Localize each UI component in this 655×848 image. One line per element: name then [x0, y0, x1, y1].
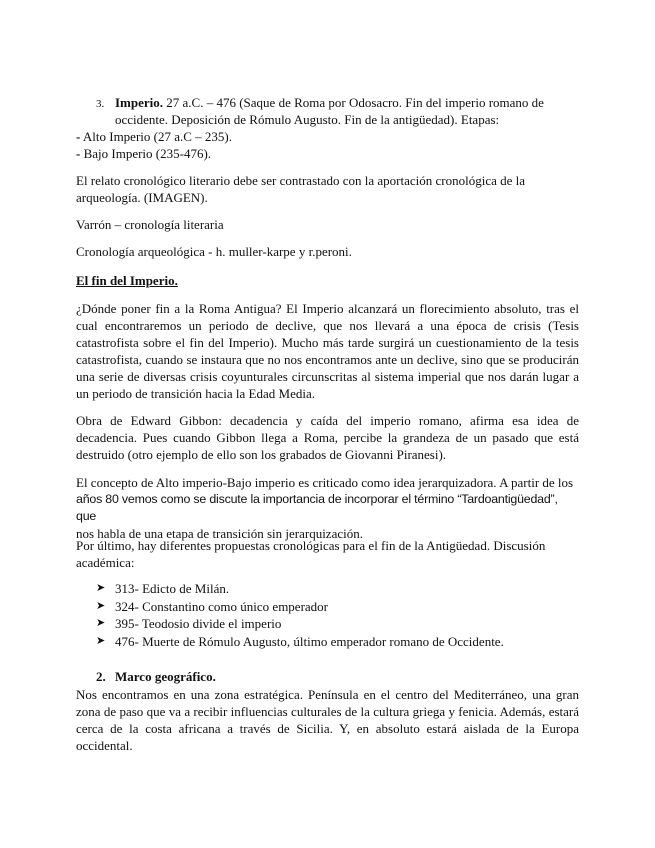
- arrow-bullet-icon: ➤: [96, 634, 106, 647]
- bullet-text: 395- Teodosio divide el imperio: [115, 616, 282, 631]
- bullet-text: 476- Muerte de Rómulo Augusto, último emperador romano de Occidente.: [115, 633, 504, 649]
- stages-list: [76, 128, 579, 162]
- heading-title: Marco geográfico.: [115, 669, 216, 684]
- alto-imperio: Alto Imperio (27 a.C – 235).: [80, 129, 232, 144]
- text-line: Por último, hay diferentes propuestas cronológicas para el fin de la Antigüedad. Discusión: [76, 538, 546, 553]
- text-line: arqueología. (IMAGEN).: [76, 190, 208, 205]
- text-line: nos habla de una etapa de transición sin jerarquización.: [76, 526, 363, 541]
- text-line: académica:: [76, 555, 135, 570]
- bullet-text: 313- Edicto de Milán.: [115, 581, 230, 596]
- arrow-bullet-icon: ➤: [96, 599, 106, 612]
- imperio-title: Imperio.: [115, 95, 164, 110]
- alto-bajo-paragraph: [76, 474, 579, 542]
- list-item: [96, 580, 556, 598]
- text-line: El relato cronológico literario debe ser contrastado con la aportación cronológica de la: [76, 173, 526, 188]
- varron-line: Varrón – cronología literaria: [76, 217, 224, 232]
- relato-paragraph: [76, 172, 579, 206]
- imperio-item: [115, 94, 555, 128]
- list-number: 2.: [96, 669, 106, 684]
- ultimo-paragraph: [76, 537, 579, 571]
- section-heading: [76, 272, 579, 289]
- list-item: [96, 615, 556, 633]
- gibbon-paragraph: Obra de Edward Gibbon: decadencia y caída del imperio romano, afirma esa idea de decadencia. Pues cuando Gibbon llega a Roma, percibe la grandeza de un pasado que está destruido (otro ejemplo de ello son los grabados de Giovanni Piranesi).: [76, 413, 579, 462]
- text-line: El concepto de Alto imperio-Bajo imperio es criticado como idea jerarquizadora. A partir de los: [76, 475, 574, 490]
- imperio-line2: occidente. Deposición de Rómulo Augusto. Fin de la antigüedad). Etapas:: [115, 112, 500, 127]
- bajo-imperio: Bajo Imperio (235-476).: [80, 146, 212, 161]
- dash: -: [76, 146, 81, 161]
- donde-paragraph: ¿Dónde poner fin a la Roma Antigua? El Imperio alcanzará un florecimiento absoluto, tras el cual encontraremos un periodo de declive, que nos llevará a una época de crisis (Tesis catastrofista sobre el fin del Imperio). Mucho más tarde surgirá un cuestionamiento de la tesis catastrofista, cuando se instaura que no nos encontramos ante un declive, sino que se producirán una serie de diversas crisis coyunturales circunscritas al sistema imperial que nos darán lugar a un periodo de transición hacia la Edad Media.: [76, 301, 579, 401]
- arrow-bullet-icon: ➤: [96, 582, 106, 594]
- dash: -: [76, 129, 81, 144]
- arrow-bullet-icon: ➤: [96, 617, 106, 629]
- marco-paragraph: Nos encontramos en una zona estratégica. Península en el centro del Mediterráneo, una gran zona de paso que va a recibir influencias culturales de la cultura griega y fenicia. Además, estará cerca de la costa africana a través de Sicilia. Y, en absoluto estará aislada de la Europa occidental.: [76, 687, 579, 753]
- list-number: 3.: [96, 98, 105, 110]
- cronologia-arqueologica: Cronología arqueológica - h. muller-karpe y r.peroni.: [76, 244, 352, 259]
- bullet-text: 324- Constantino como único emperador: [115, 598, 329, 614]
- chronology-bullet-list: [96, 580, 556, 650]
- imperio-line1: 27 a.C. – 476 (Saque de Roma por Odosacro. Fin del imperio romano de: [163, 95, 544, 110]
- list-item: [96, 633, 556, 651]
- text-line: años 80 vemos como se discute la importancia de incorporar el término “Tardoantigüedad”, que: [76, 492, 558, 523]
- marco-geografico-heading: [96, 668, 216, 685]
- list-item: [96, 598, 556, 616]
- fin-imperio-heading: El fin del Imperio.: [76, 273, 178, 288]
